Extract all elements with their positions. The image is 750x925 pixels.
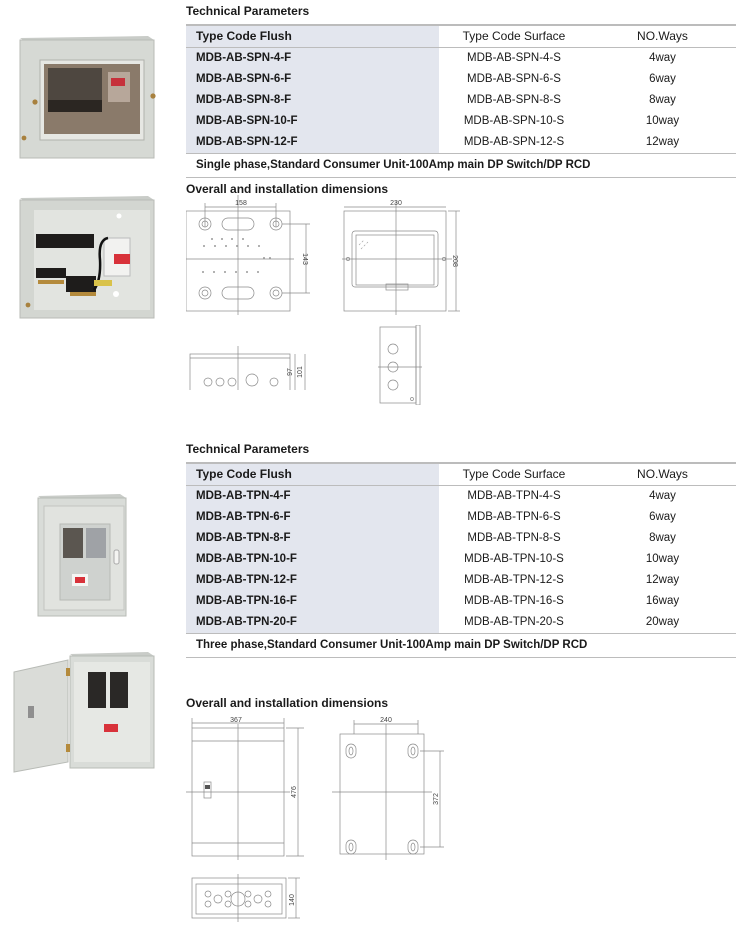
header-type-code-surface: Type Code Surface bbox=[462, 29, 566, 43]
table-row bbox=[186, 486, 736, 508]
dimension-label-372: 372 bbox=[433, 793, 440, 805]
dimension-label-97: 97 bbox=[287, 368, 294, 376]
type-code-surface: MDB-AB-TPN-16-S bbox=[464, 595, 564, 607]
dimension-label-230: 230 bbox=[390, 200, 402, 207]
section1-front-view-drawing bbox=[342, 195, 472, 315]
type-code-surface: MDB-AB-SPN-10-S bbox=[463, 115, 565, 127]
table-row bbox=[186, 549, 736, 570]
section2-front-view-drawing bbox=[186, 712, 306, 862]
type-code-flush: MDB-AB-TPN-6-F bbox=[186, 507, 439, 528]
table-header-row bbox=[186, 25, 736, 48]
distribution-board-closed-photo bbox=[30, 490, 130, 620]
section2-dimensions-title: Overall and installation dimensions bbox=[186, 696, 389, 710]
section1-dimensions-title: Overall and installation dimensions bbox=[186, 182, 389, 196]
type-code-surface: MDB-AB-TPN-6-S bbox=[467, 511, 561, 523]
no-ways: 16way bbox=[645, 595, 680, 607]
section1-parameters-table bbox=[186, 24, 736, 178]
no-ways: 12way bbox=[645, 136, 680, 148]
table-note-row bbox=[186, 634, 736, 658]
type-code-flush: MDB-AB-SPN-10-F bbox=[186, 111, 439, 132]
table-header-row bbox=[186, 463, 736, 486]
header-type-code-surface: Type Code Surface bbox=[462, 467, 566, 481]
header-type-code-flush: Type Code Flush bbox=[186, 463, 439, 486]
section2-technical-parameters-title: Technical Parameters bbox=[186, 442, 310, 456]
section1-technical-parameters-title: Technical Parameters bbox=[186, 4, 310, 18]
type-code-surface: MDB-AB-TPN-8-S bbox=[467, 532, 561, 544]
distribution-board-open-photo bbox=[8, 648, 158, 778]
dimension-label-143: 143 bbox=[301, 253, 308, 265]
section2-parameters-table bbox=[186, 462, 736, 658]
header-type-code-flush: Type Code Flush bbox=[186, 25, 439, 48]
product-description-note: Three phase,Standard Consumer Unit-100Amp main DP Switch/DP RCD bbox=[186, 634, 736, 658]
header-no-ways: NO.Ways bbox=[637, 467, 688, 481]
type-code-flush: MDB-AB-TPN-12-F bbox=[186, 570, 439, 591]
dimension-label-101: 101 bbox=[297, 366, 304, 378]
table-row bbox=[186, 69, 736, 90]
no-ways: 6way bbox=[649, 511, 676, 523]
product-description-note: Single phase,Standard Consumer Unit-100Amp main DP Switch/DP RCD bbox=[186, 154, 736, 178]
table-row bbox=[186, 111, 736, 132]
dimension-label-208: 208 bbox=[451, 255, 458, 267]
no-ways: 20way bbox=[645, 616, 680, 628]
no-ways: 8way bbox=[649, 94, 676, 106]
type-code-surface: MDB-AB-TPN-20-S bbox=[464, 616, 564, 628]
table-row bbox=[186, 528, 736, 549]
type-code-flush: MDB-AB-SPN-6-F bbox=[186, 69, 439, 90]
type-code-flush: MDB-AB-SPN-12-F bbox=[186, 132, 439, 154]
type-code-surface: MDB-AB-SPN-6-S bbox=[467, 73, 561, 85]
type-code-surface: MDB-AB-TPN-4-S bbox=[467, 490, 561, 502]
no-ways: 10way bbox=[645, 115, 680, 127]
table-row bbox=[186, 132, 736, 154]
type-code-flush: MDB-AB-SPN-8-F bbox=[186, 90, 439, 111]
section1-bottom-view-drawing bbox=[186, 330, 316, 390]
header-no-ways: NO.Ways bbox=[637, 29, 688, 43]
consumer-unit-closed-photo bbox=[8, 30, 158, 160]
dimension-label-367: 367 bbox=[230, 717, 242, 724]
type-code-flush: MDB-AB-TPN-4-F bbox=[186, 486, 439, 508]
type-code-surface: MDB-AB-TPN-12-S bbox=[464, 574, 564, 586]
no-ways: 8way bbox=[649, 532, 676, 544]
type-code-flush: MDB-AB-SPN-4-F bbox=[186, 48, 439, 70]
section1-back-view-drawing bbox=[186, 195, 316, 315]
table-row bbox=[186, 90, 736, 111]
no-ways: 4way bbox=[649, 490, 676, 502]
type-code-flush: MDB-AB-TPN-16-F bbox=[186, 591, 439, 612]
table-row bbox=[186, 48, 736, 70]
consumer-unit-open-photo bbox=[8, 190, 158, 320]
no-ways: 10way bbox=[645, 553, 680, 565]
type-code-surface: MDB-AB-SPN-8-S bbox=[467, 94, 561, 106]
section2-back-view-drawing bbox=[332, 712, 452, 862]
type-code-flush: MDB-AB-TPN-10-F bbox=[186, 549, 439, 570]
table-note-row bbox=[186, 154, 736, 178]
type-code-surface: MDB-AB-TPN-10-S bbox=[464, 553, 564, 565]
type-code-surface: MDB-AB-SPN-4-S bbox=[467, 52, 561, 64]
table-row bbox=[186, 570, 736, 591]
dimension-label-158: 158 bbox=[235, 200, 247, 207]
no-ways: 12way bbox=[645, 574, 680, 586]
no-ways: 6way bbox=[649, 73, 676, 85]
no-ways: 4way bbox=[649, 52, 676, 64]
section1-side-view-drawing bbox=[378, 325, 428, 405]
type-code-flush: MDB-AB-TPN-8-F bbox=[186, 528, 439, 549]
dimension-label-476: 476 bbox=[291, 786, 298, 798]
table-row bbox=[186, 612, 736, 634]
type-code-flush: MDB-AB-TPN-20-F bbox=[186, 612, 439, 634]
table-row bbox=[186, 591, 736, 612]
dimension-label-140: 140 bbox=[289, 894, 296, 906]
type-code-surface: MDB-AB-SPN-12-S bbox=[463, 136, 565, 148]
section2-bottom-view-drawing bbox=[186, 872, 306, 922]
table-row bbox=[186, 507, 736, 528]
dimension-label-240: 240 bbox=[380, 717, 392, 724]
